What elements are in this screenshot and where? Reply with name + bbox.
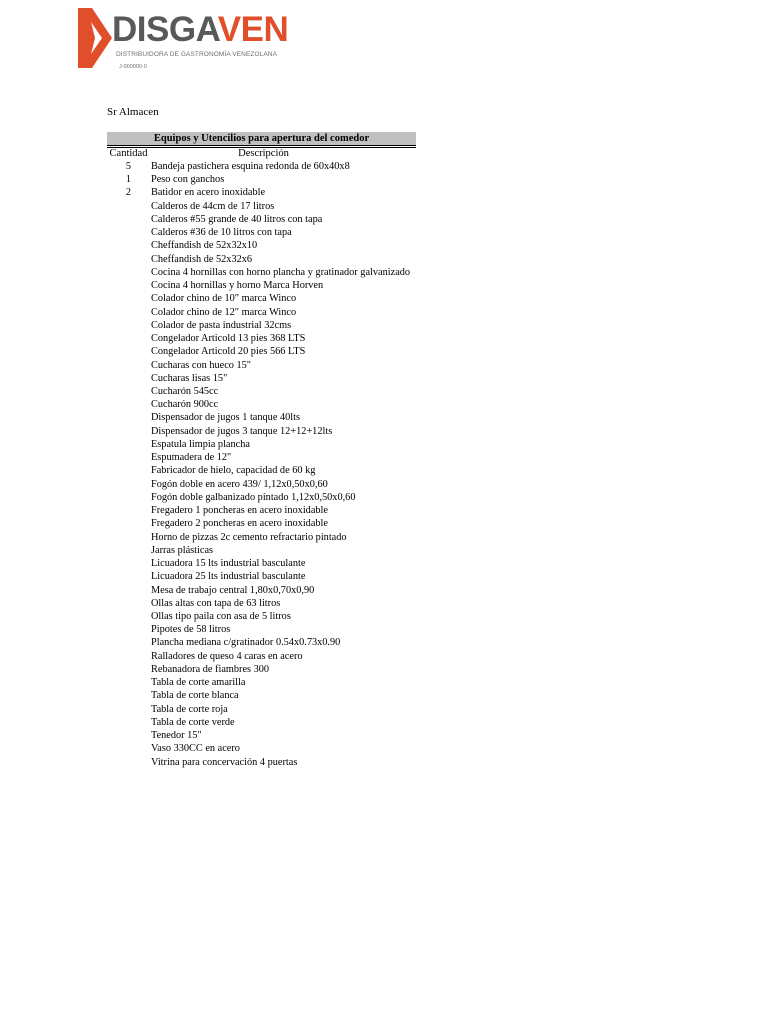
table-header xyxy=(107,148,416,160)
header-description: Descripción xyxy=(238,148,289,159)
row-description: Dispensador de jugos 3 tanque 12+12+12lts xyxy=(151,425,333,437)
row-description: Tabla de corte roja xyxy=(151,703,228,715)
header-quantity: Cantidad xyxy=(109,148,148,159)
table-row xyxy=(107,372,416,385)
company-logo xyxy=(78,8,289,76)
table-row xyxy=(107,266,416,279)
row-quantity xyxy=(107,570,150,583)
row-description: Tabla de corte verde xyxy=(151,716,235,728)
row-quantity xyxy=(107,742,150,755)
table-row xyxy=(107,213,416,226)
row-description: Calderos de 44cm de 17 litros xyxy=(151,200,275,212)
table-row xyxy=(107,239,416,252)
row-quantity xyxy=(107,425,150,438)
table-row xyxy=(107,623,416,636)
row-quantity xyxy=(107,332,150,345)
table-row xyxy=(107,398,416,411)
row-quantity xyxy=(107,531,150,544)
row-description: Vaso 330CC en acero xyxy=(151,743,240,755)
row-quantity xyxy=(107,345,150,358)
table-row xyxy=(107,517,416,530)
row-quantity xyxy=(107,676,150,689)
table-row xyxy=(107,650,416,663)
row-quantity: 5 xyxy=(125,161,132,172)
row-quantity xyxy=(107,504,150,517)
table-row xyxy=(107,279,416,292)
row-description: Licuadora 15 lts industrial basculante xyxy=(151,558,306,570)
table-row xyxy=(107,491,416,504)
table-row xyxy=(107,689,416,702)
row-description: Bandeja pastichera esquina redonda de 60x40x8 xyxy=(151,161,350,172)
row-quantity xyxy=(107,491,150,504)
table-row xyxy=(107,345,416,358)
row-description: Fregadero 2 poncheras en acero inoxidable xyxy=(151,518,328,530)
row-quantity xyxy=(107,636,150,649)
row-quantity: 1 xyxy=(125,174,132,186)
row-description: Cucharón 545cc xyxy=(151,385,219,397)
row-description: Espumadera de 12" xyxy=(151,452,232,464)
row-description: Plancha mediana c/gratinador 0.54x0.73x0.90 xyxy=(151,637,341,649)
row-description: Congelador Articold 13 pies 368 LTS xyxy=(151,333,306,345)
row-quantity xyxy=(107,557,150,570)
row-description: Cucharas con hueco 15" xyxy=(151,359,251,371)
row-quantity xyxy=(107,610,150,623)
row-quantity xyxy=(107,729,150,742)
row-quantity xyxy=(107,411,150,424)
row-description: Ralladores de queso 4 caras en acero xyxy=(151,650,303,662)
table-row xyxy=(107,226,416,239)
table-row xyxy=(107,716,416,729)
row-quantity xyxy=(107,584,150,597)
row-description: Colador chino de 12" marca Winco xyxy=(151,306,297,318)
table-row xyxy=(107,544,416,557)
row-quantity xyxy=(107,716,150,729)
row-quantity xyxy=(107,253,150,266)
row-quantity xyxy=(107,756,150,769)
row-description: Congelador Articold 20 pies 566 LTS xyxy=(151,346,306,358)
row-description: Vitrina para concervación 4 puertas xyxy=(151,756,298,768)
row-description: Cocina 4 hornillas con horno plancha y gratinador galvanizado xyxy=(151,266,411,278)
table-row xyxy=(107,703,416,716)
row-description: Cucharas lisas 15" xyxy=(151,372,228,384)
table-row xyxy=(107,504,416,517)
table-row xyxy=(107,729,416,742)
table-row xyxy=(107,570,416,583)
row-description: Colador chino de 10" marca Winco xyxy=(151,293,297,305)
table-row xyxy=(107,478,416,491)
logo-mark-icon xyxy=(78,8,112,68)
table-row xyxy=(107,742,416,755)
row-description: Cheffandish de 52x32x10 xyxy=(151,240,258,252)
row-quantity xyxy=(107,478,150,491)
row-description: Cheffandish de 52x32x6 xyxy=(151,253,253,265)
table-row xyxy=(107,636,416,649)
table-body xyxy=(107,160,416,769)
row-description: Tabla de corte blanca xyxy=(151,690,239,702)
row-quantity xyxy=(107,689,150,702)
brand-name xyxy=(112,10,288,50)
row-quantity xyxy=(107,213,150,226)
row-description: Mesa de trabajo central 1,80x0,70x0,90 xyxy=(151,584,315,596)
row-quantity xyxy=(107,597,150,610)
row-quantity xyxy=(107,306,150,319)
row-quantity xyxy=(107,319,150,332)
row-description: Ollas tipo paila con asa de 5 litros xyxy=(151,610,291,622)
row-quantity xyxy=(107,703,150,716)
row-description: Horno de pizzas 2c cemento refractario pintado xyxy=(151,531,347,543)
table-row xyxy=(107,186,416,199)
row-quantity xyxy=(107,292,150,305)
row-quantity xyxy=(107,663,150,676)
row-quantity xyxy=(107,266,150,279)
row-description: Batidor en acero inoxidable xyxy=(151,187,266,199)
table-row xyxy=(107,200,416,213)
table-row xyxy=(107,359,416,372)
row-quantity xyxy=(107,451,150,464)
table-row xyxy=(107,584,416,597)
row-quantity xyxy=(107,464,150,477)
row-quantity xyxy=(107,517,150,530)
table-row xyxy=(107,425,416,438)
row-description: Fabricador de hielo, capacidad de 60 kg xyxy=(151,465,316,477)
table-row xyxy=(107,173,416,186)
row-description: Cucharón 900cc xyxy=(151,399,219,411)
table-row xyxy=(107,557,416,570)
brand-rif: J-000000-0 xyxy=(119,64,147,70)
row-description: Fogón doble galbanizado pintado 1,12x0,50x0,60 xyxy=(151,491,356,503)
row-quantity xyxy=(107,200,150,213)
table-row xyxy=(107,160,416,173)
row-quantity xyxy=(107,226,150,239)
row-quantity xyxy=(107,372,150,385)
row-quantity xyxy=(107,544,150,557)
row-quantity xyxy=(107,623,150,636)
table-title: Equipos y Utencilios para apertura del comedor xyxy=(107,132,416,146)
table-row xyxy=(107,531,416,544)
row-description: Tenedor 15" xyxy=(151,730,202,742)
row-description: Colador de pasta industrial 32cms xyxy=(151,319,292,331)
row-quantity xyxy=(107,239,150,252)
row-description: Ollas altas con tapa de 63 litros xyxy=(151,597,281,609)
table-row xyxy=(107,663,416,676)
table-row xyxy=(107,451,416,464)
row-description: Espatula limpia plancha xyxy=(151,438,250,450)
row-quantity xyxy=(107,398,150,411)
row-quantity xyxy=(107,279,150,292)
row-description: Calderos #36 de 10 litros con tapa xyxy=(151,227,292,239)
row-description: Calderos #55 grande de 40 litros con tapa xyxy=(151,213,323,225)
table-row xyxy=(107,332,416,345)
row-description: Pipotes de 58 litros xyxy=(151,624,231,636)
table-row xyxy=(107,464,416,477)
table-row xyxy=(107,597,416,610)
addressee: Sr Almacen xyxy=(107,106,159,118)
table-row xyxy=(107,253,416,266)
row-description: Licuadora 25 lts industrial basculante xyxy=(151,571,306,583)
row-quantity xyxy=(107,438,150,451)
brand-name-part1: DISGA xyxy=(112,10,218,49)
row-description: Rebanadora de fiambres 300 xyxy=(151,663,270,675)
table-row xyxy=(107,319,416,332)
row-quantity: 2 xyxy=(125,187,132,199)
equipment-table xyxy=(107,132,416,769)
table-row xyxy=(107,610,416,623)
row-description: Fogón doble en acero 439/ 1,12x0,50x0,60 xyxy=(151,478,328,490)
brand-tagline: DISTRIBUIDORA DE GASTRONOMÍA VENEZOLANA xyxy=(116,51,278,58)
table-row xyxy=(107,438,416,451)
table-row xyxy=(107,306,416,319)
table-row xyxy=(107,756,416,769)
table-row xyxy=(107,292,416,305)
row-description: Jarras plásticas xyxy=(151,544,214,556)
row-quantity xyxy=(107,359,150,372)
brand-name-part2: VEN xyxy=(217,10,289,49)
row-description: Tabla de corte amarilla xyxy=(151,677,246,689)
row-quantity xyxy=(107,650,150,663)
table-row xyxy=(107,676,416,689)
table-row xyxy=(107,385,416,398)
row-description: Peso con ganchos xyxy=(151,174,225,186)
row-description: Fregadero 1 poncheras en acero inoxidable xyxy=(151,505,328,517)
row-description: Cocina 4 hornillas y horno Marca Horven xyxy=(151,280,324,292)
row-description: Dispensador de jugos 1 tanque 40lts xyxy=(151,412,300,424)
row-quantity xyxy=(107,385,150,398)
table-row xyxy=(107,411,416,424)
